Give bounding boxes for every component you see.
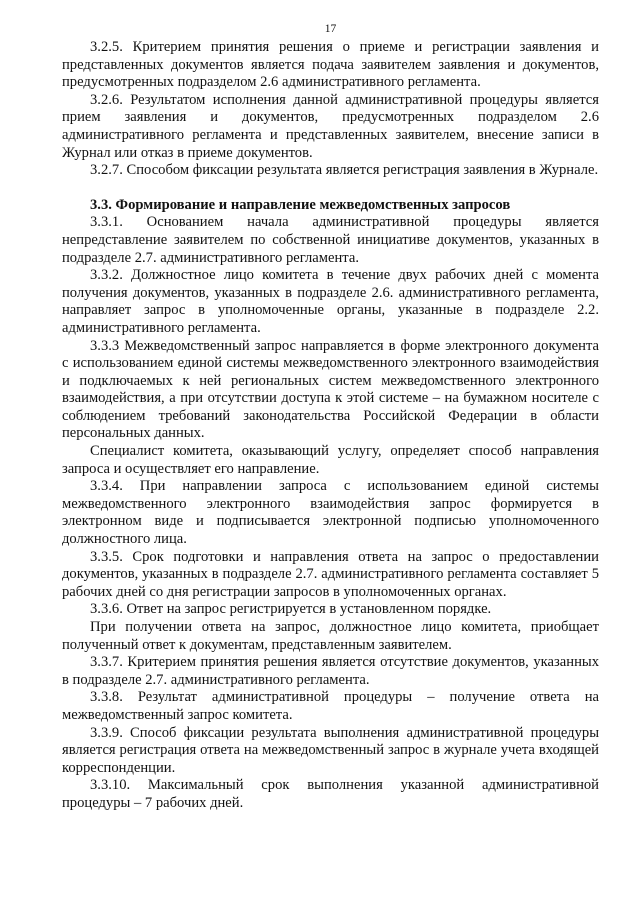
paragraph-3-2-7: 3.2.7. Способом фиксации результата является регистрация заявления в Журнале. — [90, 162, 599, 179]
paragraph-3-3-2: 3.3.2. Должностное лицо комитета в течение двух рабочих дней с момента получения документов, указанных в подразделе 2.6. административного регламента, направляет запрос в уполномоченные органы, указанные в подразделе 2.2. административного регламента. — [62, 267, 599, 336]
page-number: 17 — [324, 23, 337, 35]
paragraph-3-3-1: 3.3.1. Основанием начала административной процедуры является непредставление заявителем по собственной инициативе документов, указанных в подразделе 2.7. административного регламента. — [62, 214, 599, 266]
paragraph-specialist-method: Специалист комитета, оказывающий услугу, определяет способ направления запроса и осуществляет его направление. — [62, 443, 599, 477]
document-page — [62, 22, 599, 813]
paragraph-3-3-8: 3.3.8. Результат административной процедуры – получение ответа на межведомственный запрос комитета. — [62, 689, 599, 723]
paragraph-3-3-7: 3.3.7. Критерием принятия решения является отсутствие документов, указанных в подразделе 2.7. административного регламента. — [62, 654, 599, 688]
paragraph-3-3-4: 3.3.4. При направлении запроса с использованием единой системы межведомственного электронного взаимодействия запрос формируется в электронном виде и подписывается электронной подписью уполномоченного должностного лица. — [62, 478, 599, 548]
paragraph-3-3-10: 3.3.10. Максимальный срок выполнения указанной административной процедуры – 7 рабочих дней. — [62, 777, 599, 811]
section-heading-3-3: 3.3. Формирование и направление межведомственных запросов — [90, 196, 511, 213]
paragraph-3-2-5: 3.2.5. Критерием принятия решения о приеме и регистрации заявления и представленных документов является подача заявителем заявления и документов, предусмотренных подразделом 2.6 административного регламента. — [62, 39, 599, 91]
paragraph-3-3-5: 3.3.5. Срок подготовки и направления ответа на запрос о предоставлении документов, указанных в подразделе 2.7. административного регламента составляет 5 рабочих дней со дня регистрации запросов в уполномоченных органах. — [62, 548, 599, 600]
paragraph-3-3-3: 3.3.3 Межведомственный запрос направляется в форме электронного документа с использованием единой системы межведомственного электронного взаимодействия и подключаемых к ней региональных систем межведомственного электронного взаимодействия, а при отсутствии доступа к этой системе – на бумажном носителе с соблюдением требований законодательства Российской Федерации в области персональных данных. — [62, 337, 599, 442]
paragraph-response-attached: При получении ответа на запрос, должностное лицо комитета, приобщает полученный ответ к документам, представленным заявителем. — [62, 619, 599, 653]
paragraph-3-2-6: 3.2.6. Результатом исполнения данной административной процедуры является прием заявления и документов, предусмотренных подразделом 2.6 административного регламента и представленных заявителем, внесение записи в Журнал или отказ в приеме документов. — [62, 91, 599, 161]
paragraph-3-3-9: 3.3.9. Способ фиксации результата выполнения административной процедуры является регистрация ответа на межведомственный запрос в журнале учета входящей корреспонденции. — [62, 724, 599, 776]
paragraph-3-3-6: 3.3.6. Ответ на запрос регистрируется в установленном порядке. — [90, 601, 492, 618]
